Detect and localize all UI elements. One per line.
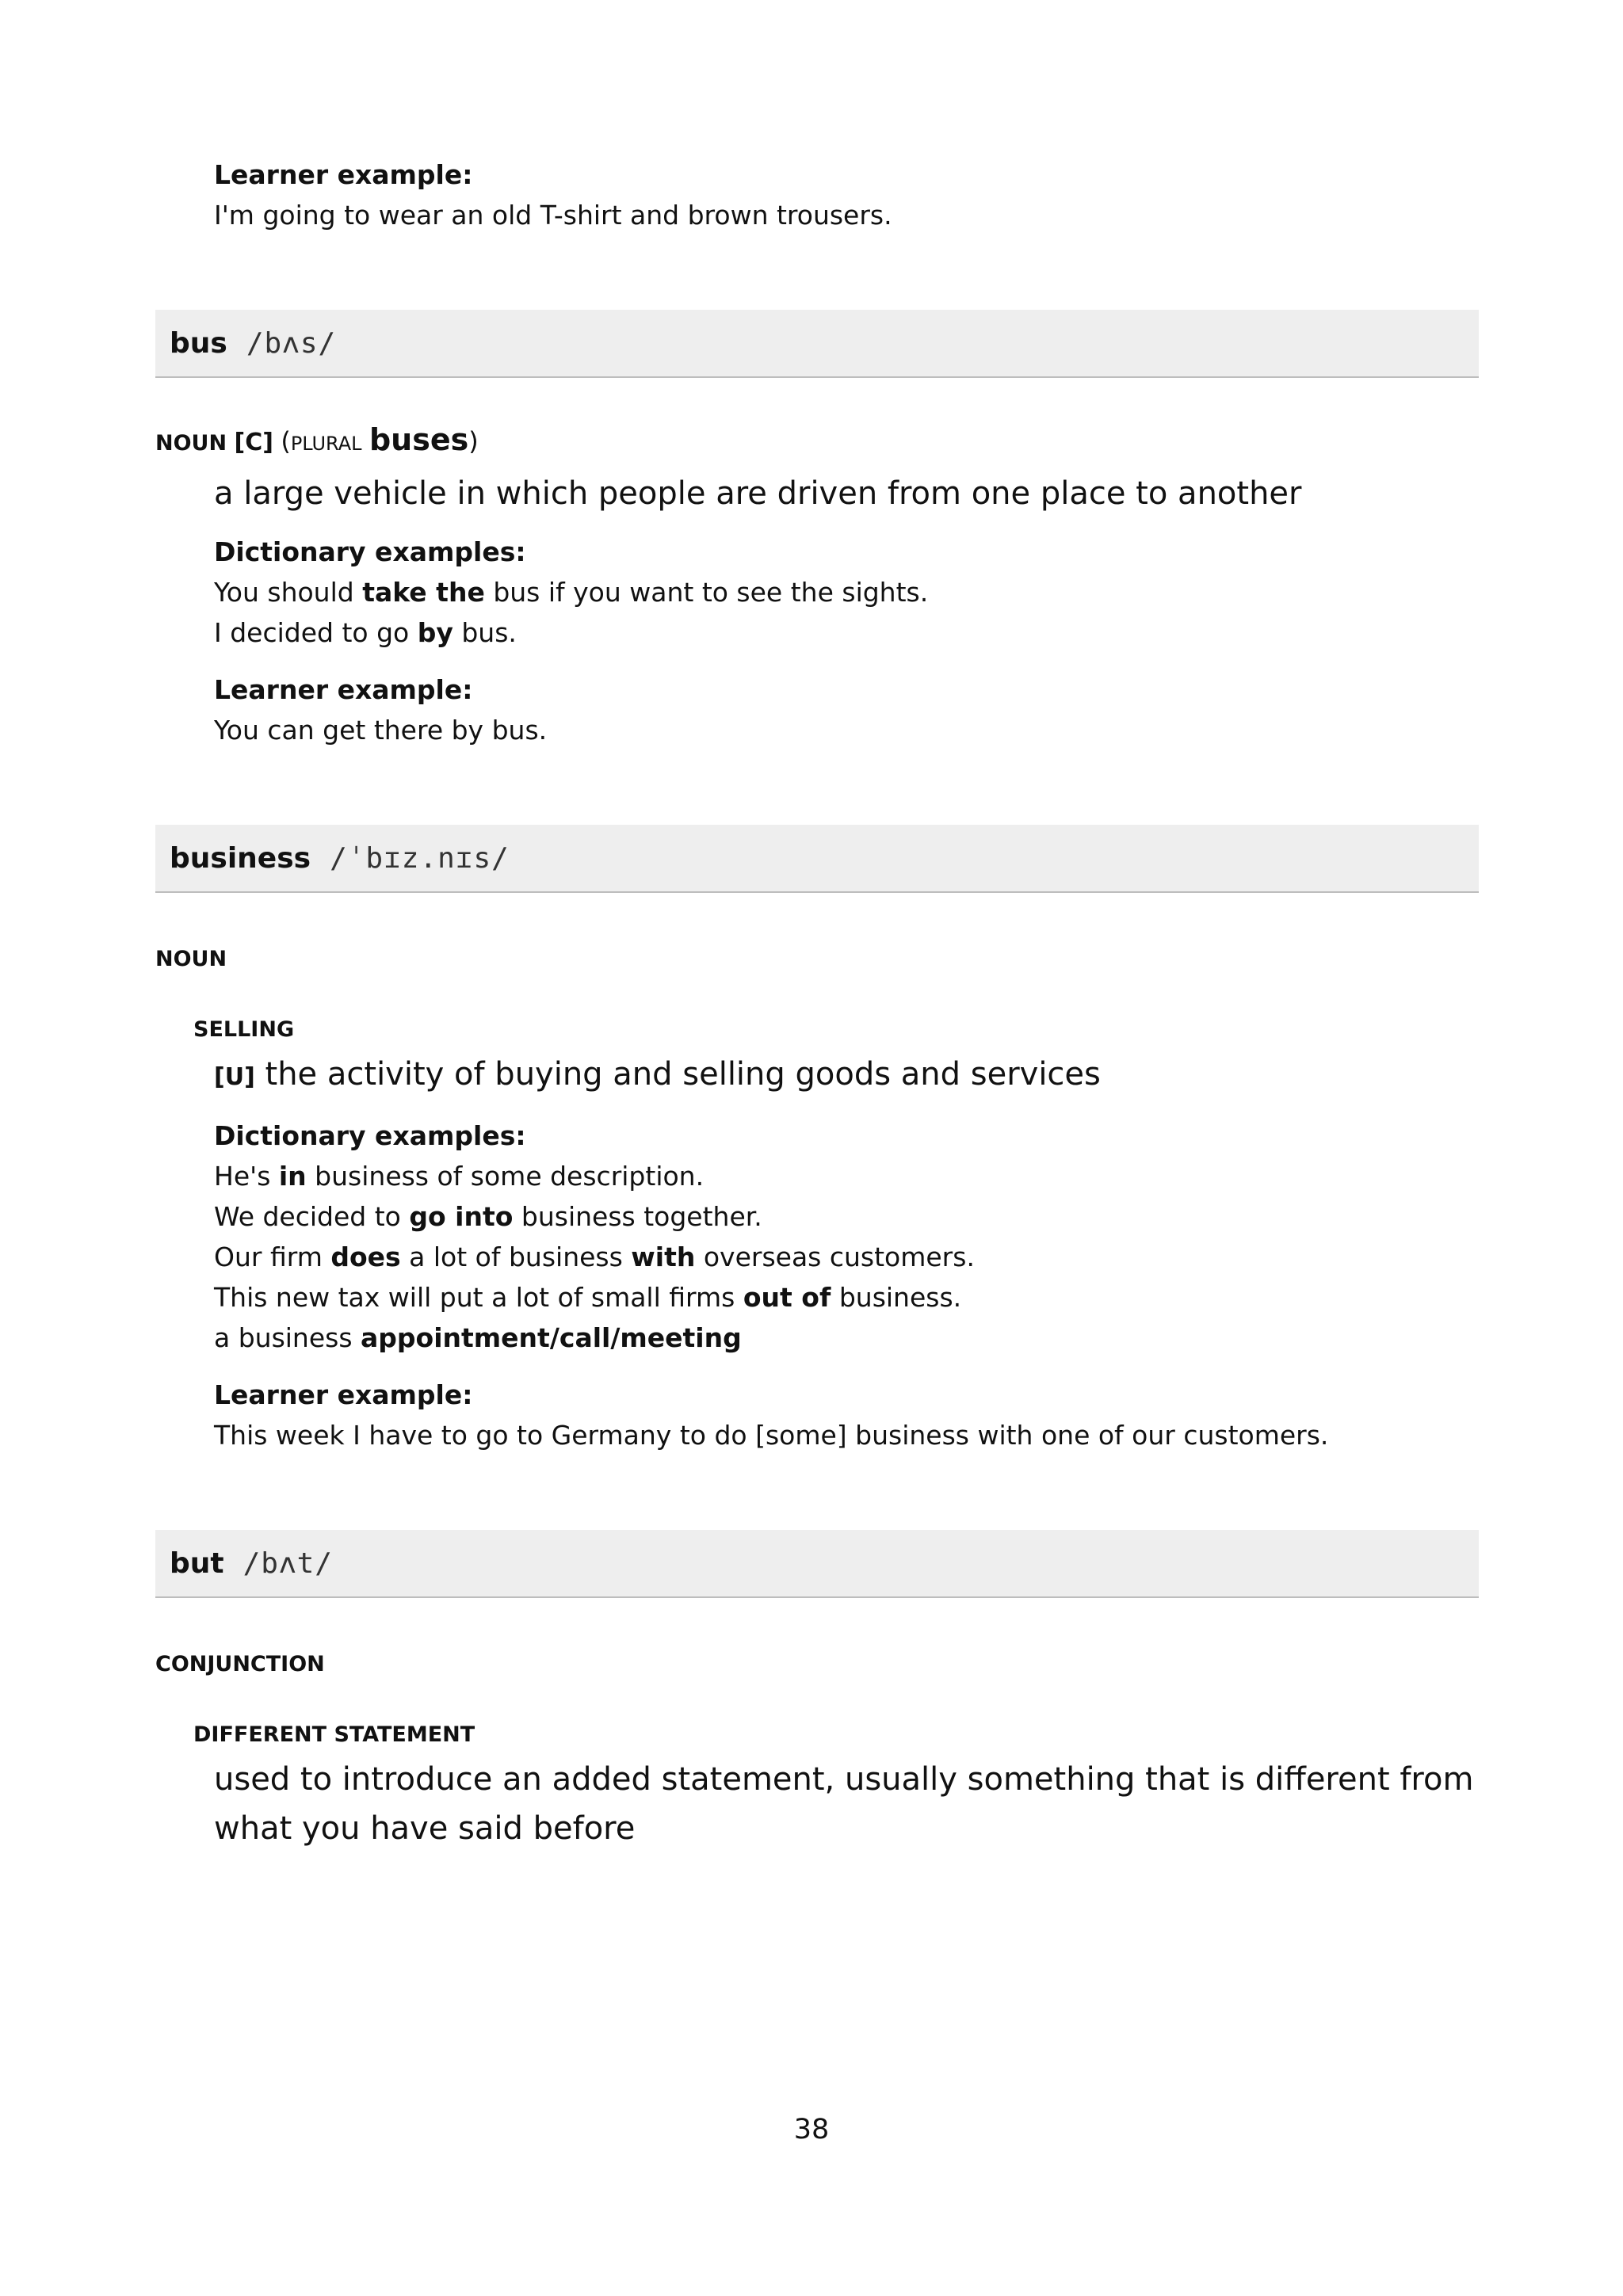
- sense-heading: DIFFERENT STATEMENT: [193, 1722, 475, 1747]
- pronunciation: /ˈbɪz.nɪs/: [330, 841, 510, 875]
- dictionary-example: I decided to go by bus.: [214, 617, 517, 648]
- learner-example-label: Learner example:: [214, 159, 473, 190]
- pos-label: NOUN: [155, 431, 227, 456]
- grammar-code: [U]: [214, 1063, 255, 1091]
- learner-example-label: Learner example:: [214, 674, 473, 705]
- entry-but: [155, 1530, 1479, 1853]
- entry-header: [155, 310, 1479, 378]
- dictionary-examples: [214, 1116, 1479, 1358]
- learner-example-text: You can get there by bus.: [214, 715, 548, 746]
- dictionary-examples-label: Dictionary examples:: [214, 1120, 526, 1151]
- dictionary-examples-label: Dictionary examples:: [214, 536, 526, 567]
- entry-header: [155, 825, 1479, 893]
- pronunciation: /bʌt/: [242, 1547, 333, 1580]
- dictionary-examples: [214, 532, 1479, 653]
- dictionary-page: [155, 155, 1479, 1853]
- page-number: 38: [793, 2114, 830, 2145]
- learner-example: [214, 1375, 1479, 1455]
- learner-example-text: This week I have to go to Germany to do [some] business with one of our customers.: [214, 1420, 1329, 1451]
- definition: [U] the activity of buying and selling goods and services: [214, 1056, 1101, 1093]
- part-of-speech: NOUN: [155, 947, 227, 971]
- part-of-speech: NOUN [C] (PLURAL buses): [155, 422, 479, 457]
- top-learner-example: [214, 155, 1479, 235]
- headword: but: [170, 1547, 224, 1580]
- learner-example-label: Learner example:: [214, 1379, 473, 1410]
- entry-bus: [155, 310, 1479, 750]
- entry-business: [155, 825, 1479, 1455]
- dictionary-example: This new tax will put a lot of small firms out of business.: [214, 1282, 962, 1313]
- definition: a large vehicle in which people are driven from one place to another: [214, 475, 1302, 512]
- dictionary-example: We decided to go into business together.: [214, 1201, 762, 1232]
- pronunciation: /bʌs/: [246, 326, 337, 360]
- plural-form: buses: [369, 422, 469, 457]
- headword: business: [170, 841, 311, 875]
- dictionary-example: a business appointment/call/meeting: [214, 1322, 742, 1353]
- headword: bus: [170, 326, 227, 360]
- learner-example-text: I'm going to wear an old T-shirt and brown trousers.: [214, 200, 892, 231]
- part-of-speech: CONJUNCTION: [155, 1652, 325, 1676]
- definition: used to introduce an added statement, usually something that is different from what you have said before: [214, 1761, 1474, 1847]
- grammar-code: [C]: [234, 429, 273, 456]
- learner-example: [214, 670, 1479, 750]
- dictionary-example: He's in business of some description.: [214, 1161, 705, 1192]
- sense-heading: SELLING: [193, 1017, 295, 1042]
- dictionary-example: Our firm does a lot of business with overseas customers.: [214, 1241, 975, 1272]
- dictionary-example: You should take the bus if you want to see the sights.: [214, 577, 929, 608]
- plural-label: PLURAL: [290, 433, 362, 455]
- entry-header: [155, 1530, 1479, 1598]
